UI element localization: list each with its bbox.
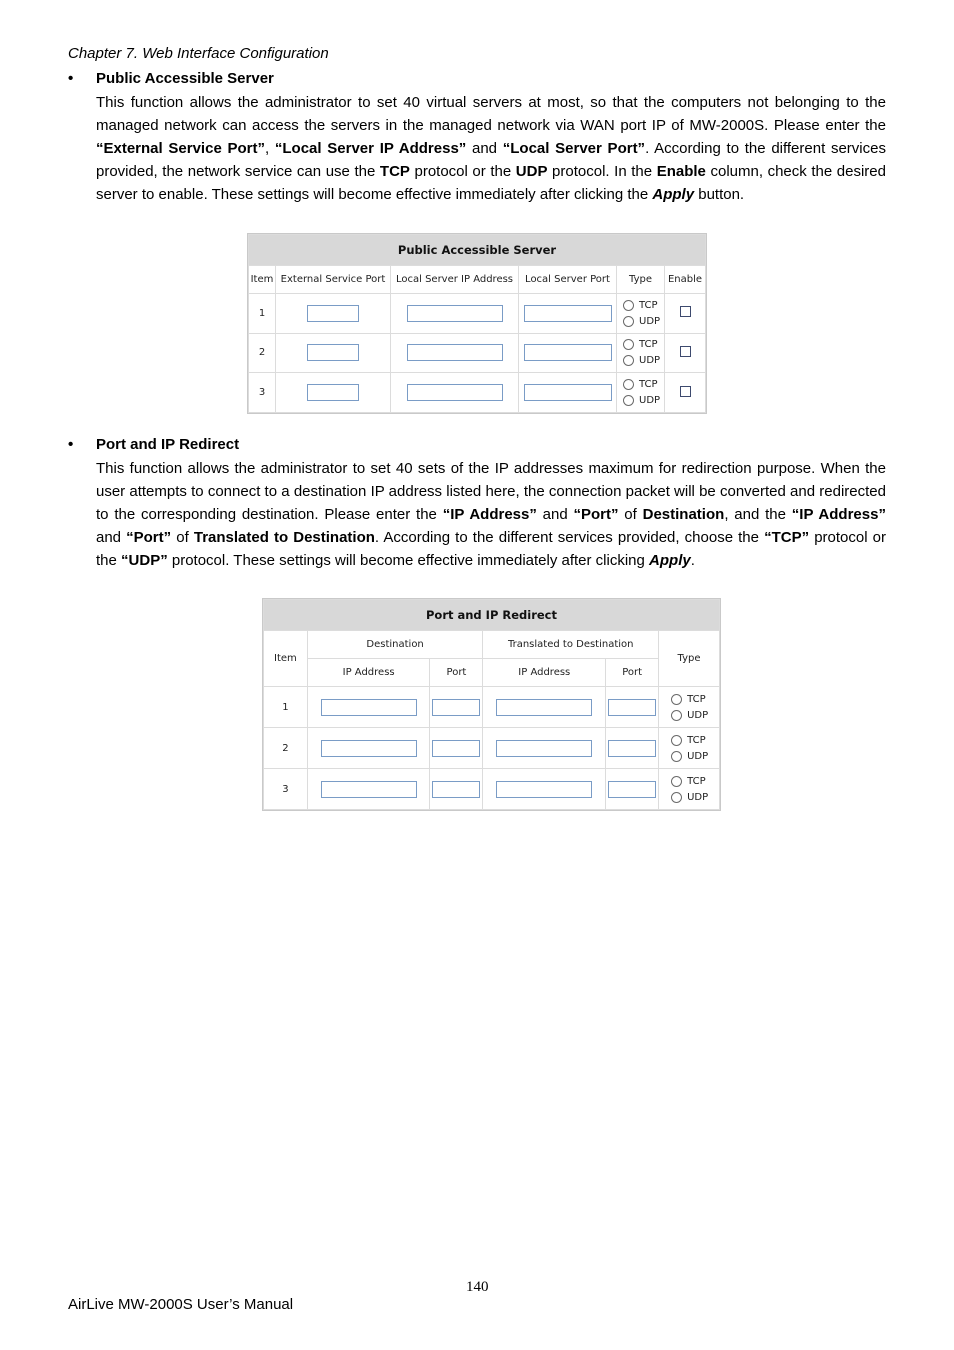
- bold-text: “IP Address”: [791, 506, 886, 523]
- col-header: Type: [659, 631, 720, 687]
- dest-ip-input[interactable]: [321, 781, 417, 798]
- trans-ip-input[interactable]: [496, 740, 592, 757]
- text: and: [96, 529, 127, 546]
- col-header: Translated to Destination: [483, 631, 659, 659]
- bold-text: “Local Server Port”: [502, 140, 646, 157]
- bold-text: “Port”: [573, 506, 619, 523]
- radio-icon[interactable]: [623, 395, 634, 406]
- local-port-input[interactable]: [524, 344, 612, 361]
- tcp-option[interactable]: [617, 377, 664, 393]
- text: . According to the different services provided, the network service can use the: [96, 140, 886, 180]
- text: column, check the desired server to enable. These settings will become effective immediately after clicking the: [96, 163, 886, 203]
- radio-label: UDP: [639, 315, 661, 327]
- dest-ip-input[interactable]: [321, 699, 417, 716]
- dest-port-input[interactable]: [432, 699, 480, 716]
- bold-text: TCP: [379, 163, 410, 180]
- radio-label: TCP: [639, 299, 658, 311]
- section1-paragraph: [96, 91, 886, 206]
- tcp-option[interactable]: [659, 691, 719, 707]
- text: This function allows the administrator to set 40 sets of the IP addresses maximum for redirection purpose. When the user attempts to connect to a destination IP address listed here, the connection packet will be converted and redirected to the corresponding destination. Please enter the: [96, 460, 886, 523]
- radio-label: TCP: [639, 379, 658, 391]
- radio-label: UDP: [639, 355, 661, 367]
- enable-checkbox[interactable]: [680, 306, 691, 317]
- port-redirect-screenshot: [262, 598, 721, 811]
- bold-text: “External Service Port”: [96, 140, 265, 157]
- table-row: [264, 687, 720, 728]
- trans-port-input[interactable]: [608, 740, 656, 757]
- radio-label: UDP: [639, 395, 661, 407]
- bold-text: UDP: [515, 163, 548, 180]
- external-port-input[interactable]: [307, 305, 359, 322]
- text: . According to the different services provided, choose the: [374, 529, 765, 546]
- radio-icon[interactable]: [623, 339, 634, 350]
- radio-label: UDP: [687, 791, 709, 803]
- radio-label: TCP: [687, 775, 706, 787]
- local-port-input[interactable]: [524, 384, 612, 401]
- udp-option[interactable]: [659, 707, 719, 723]
- col-header: Item: [249, 266, 276, 294]
- col-header: External Service Port: [276, 266, 391, 294]
- port-redirect-table: [263, 599, 720, 810]
- text: and: [536, 506, 574, 523]
- text: protocol. In the: [547, 163, 657, 180]
- bold-text: “Port”: [126, 529, 172, 546]
- col-header: Port: [430, 659, 483, 687]
- local-ip-input[interactable]: [407, 305, 503, 322]
- col-header: Local Server Port: [519, 266, 617, 294]
- page-number: 140: [466, 1279, 489, 1295]
- dest-port-input[interactable]: [432, 781, 480, 798]
- col-header: Item: [264, 631, 308, 687]
- bold-text: “IP Address”: [442, 506, 537, 523]
- bold-text: Translated to Destination: [193, 529, 375, 546]
- col-header: Port: [606, 659, 659, 687]
- text: ,: [265, 140, 275, 157]
- chapter-header: Chapter 7. Web Interface Configuration: [68, 45, 329, 62]
- tcp-option[interactable]: [659, 773, 719, 789]
- udp-option[interactable]: [617, 313, 664, 329]
- row-item: 1: [249, 294, 276, 334]
- public-server-table: [248, 234, 706, 413]
- external-port-input[interactable]: [307, 384, 359, 401]
- public-server-screenshot: [247, 233, 707, 414]
- table-row: [249, 373, 706, 413]
- dest-port-input[interactable]: [432, 740, 480, 757]
- radio-icon[interactable]: [671, 776, 682, 787]
- radio-icon[interactable]: [623, 300, 634, 311]
- row-item: 2: [264, 728, 308, 769]
- radio-icon[interactable]: [623, 316, 634, 327]
- local-port-input[interactable]: [524, 305, 612, 322]
- bold-text: “Local Server IP Address”: [274, 140, 467, 157]
- enable-checkbox[interactable]: [680, 346, 691, 357]
- tcp-option[interactable]: [659, 732, 719, 748]
- local-ip-input[interactable]: [407, 344, 503, 361]
- bullet-icon: •: [68, 70, 74, 87]
- text: protocol or the: [96, 529, 886, 569]
- heading-text: Public Accessible Server: [96, 70, 274, 87]
- trans-port-input[interactable]: [608, 781, 656, 798]
- text: This function allows the administrator to set 40 virtual servers at most, so that the computers not belonging to the managed network can access the servers in the managed network via WAN port IP of MW-2000S. Please enter the: [96, 94, 886, 134]
- table-title: Port and IP Redirect: [264, 600, 720, 631]
- text: of: [618, 506, 643, 523]
- enable-checkbox[interactable]: [680, 386, 691, 397]
- local-ip-input[interactable]: [407, 384, 503, 401]
- col-header: Enable: [665, 266, 706, 294]
- col-header: Type: [617, 266, 665, 294]
- section-heading-public-server: [68, 70, 274, 87]
- radio-icon[interactable]: [623, 355, 634, 366]
- heading-text: Port and IP Redirect: [96, 436, 240, 453]
- bullet-icon: •: [68, 436, 74, 453]
- radio-label: TCP: [639, 339, 658, 351]
- bold-text: Destination: [642, 506, 725, 523]
- section-heading-port-redirect: [68, 436, 239, 453]
- radio-label: TCP: [687, 693, 706, 705]
- bold-text: Apply: [652, 186, 695, 203]
- udp-option[interactable]: [617, 353, 664, 369]
- trans-port-input[interactable]: [608, 699, 656, 716]
- table-row: [264, 769, 720, 810]
- text: , and the: [724, 506, 792, 523]
- external-port-input[interactable]: [307, 344, 359, 361]
- radio-label: UDP: [687, 750, 709, 762]
- radio-icon[interactable]: [623, 379, 634, 390]
- text: .: [690, 552, 695, 569]
- radio-icon[interactable]: [671, 710, 682, 721]
- trans-ip-input[interactable]: [496, 781, 592, 798]
- text: protocol or the: [409, 163, 516, 180]
- radio-icon[interactable]: [671, 694, 682, 705]
- udp-option[interactable]: [659, 789, 719, 805]
- bold-text: Enable: [656, 163, 706, 180]
- radio-icon[interactable]: [671, 792, 682, 803]
- text: of: [171, 529, 194, 546]
- row-item: 3: [249, 373, 276, 413]
- text: protocol. These settings will become effective immediately after clicking: [167, 552, 650, 569]
- col-header: Local Server IP Address: [391, 266, 519, 294]
- bold-text: “UDP”: [121, 552, 168, 569]
- radio-label: UDP: [687, 709, 709, 721]
- table-row: [264, 728, 720, 769]
- table-row: [249, 294, 706, 334]
- tcp-option[interactable]: [617, 337, 664, 353]
- tcp-option[interactable]: [617, 297, 664, 313]
- row-item: 2: [249, 333, 276, 373]
- section2-paragraph: [96, 457, 886, 572]
- manual-title: AirLive MW-2000S User’s Manual: [68, 1296, 294, 1313]
- text: and: [466, 140, 503, 157]
- radio-label: TCP: [687, 734, 706, 746]
- radio-icon[interactable]: [671, 751, 682, 762]
- radio-icon[interactable]: [671, 735, 682, 746]
- col-header: IP Address: [307, 659, 430, 687]
- udp-option[interactable]: [659, 748, 719, 764]
- bold-text: “TCP”: [764, 529, 810, 546]
- row-item: 1: [264, 687, 308, 728]
- udp-option[interactable]: [617, 393, 664, 409]
- table-title: Public Accessible Server: [249, 235, 706, 266]
- bold-text: Apply: [649, 552, 691, 569]
- table-row: [249, 333, 706, 373]
- dest-ip-input[interactable]: [321, 740, 417, 757]
- col-header: IP Address: [483, 659, 606, 687]
- col-header: Destination: [307, 631, 483, 659]
- trans-ip-input[interactable]: [496, 699, 592, 716]
- row-item: 3: [264, 769, 308, 810]
- text: button.: [694, 186, 745, 203]
